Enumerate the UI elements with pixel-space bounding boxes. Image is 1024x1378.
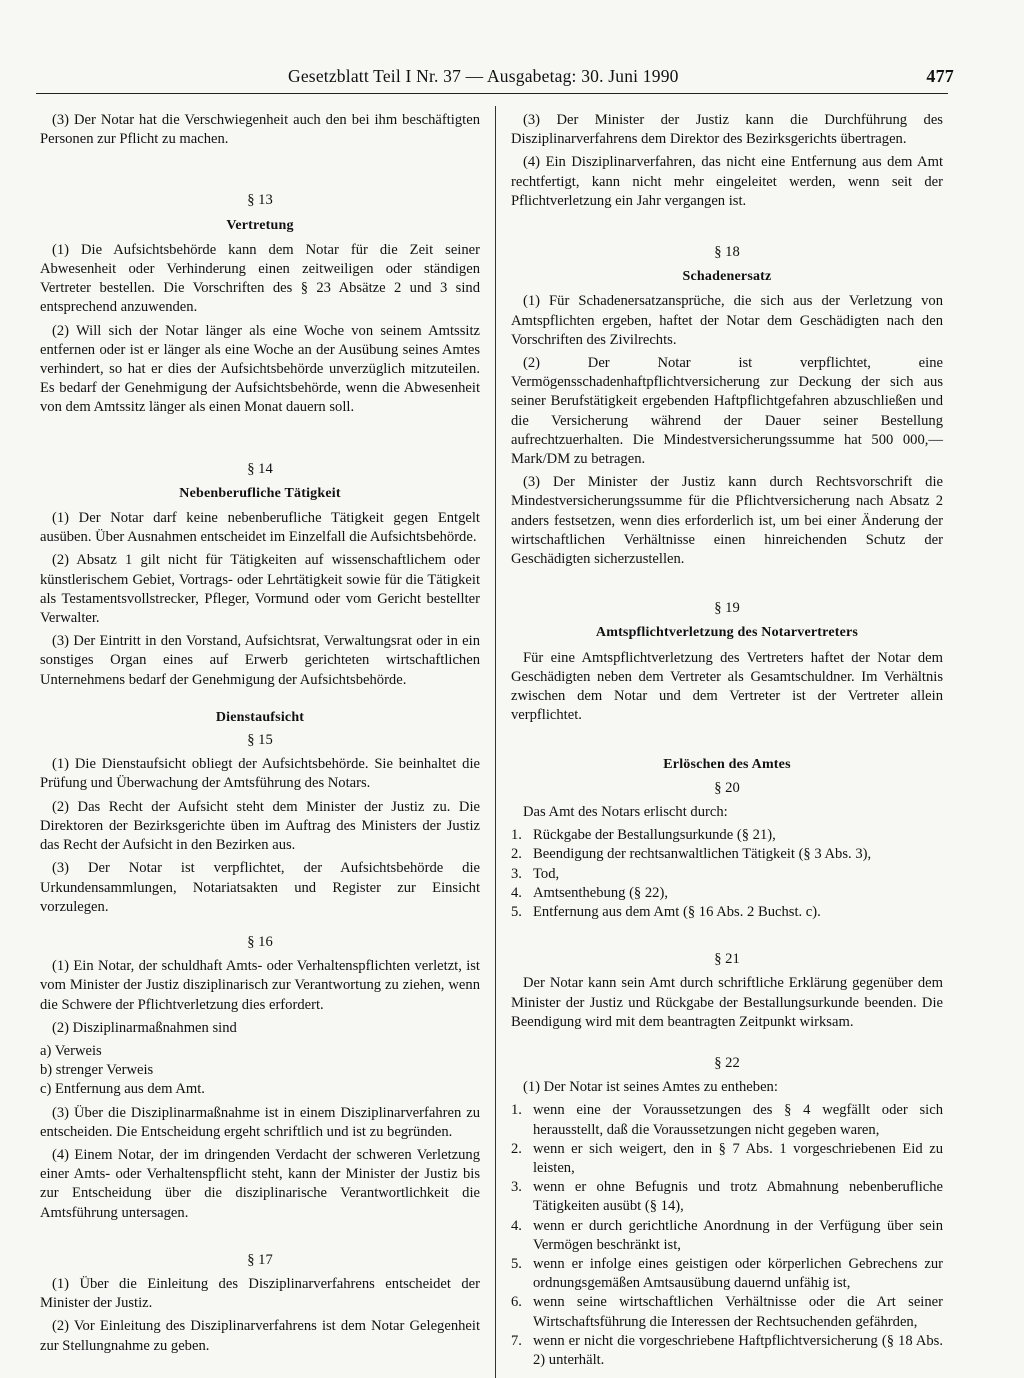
section-sign-18: § 18 — [714, 244, 740, 261]
item-text: Entfernung aus dem Amt (§ 16 Abs. 2 Buchst. c). — [533, 903, 821, 920]
item-number: 3. — [511, 1179, 522, 1196]
section-sign-15: § 15 — [247, 732, 273, 749]
item-number: 5. — [511, 1255, 522, 1272]
section-sign-13: § 13 — [247, 192, 273, 209]
paragraph: (2) Vor Einleitung des Disziplinarverfahrens ist dem Notar Gelegenheit zur Stellungnahme zu geben. — [40, 1318, 480, 1354]
paragraph: (2) Das Recht der Aufsicht steht dem Minister der Justiz zu. Die Direktoren der Bezirksgerichte üben im Auftrag des Ministers der Justiz das Recht der Aufsicht in den Bezirken aus. — [40, 798, 480, 854]
item-text: wenn er infolge eines geistigen oder körperlichen Gebrechens zur ordnungsgemäßen Amtsausübung dauernd unfähig ist, — [533, 1255, 943, 1292]
item-number: 4. — [511, 884, 522, 901]
paragraph: (3) Der Notar hat die Verschwiegenheit auch den bei ihm beschäftigten Personen zur Pflicht zu machen. — [40, 112, 480, 148]
item-number: 2. — [511, 846, 522, 863]
list-item — [511, 865, 943, 884]
item-text: Beendigung der rechtsanwaltlichen Tätigkeit (§ 3 Abs. 3), — [533, 846, 872, 863]
item-number: 5. — [511, 903, 522, 920]
termination-list — [511, 826, 943, 922]
column-divider — [495, 106, 496, 1378]
part-heading-dienstaufsicht: Dienstaufsicht — [215, 709, 305, 725]
page-number: 477 — [926, 66, 954, 86]
item-number: 3. — [511, 865, 522, 882]
list-item — [511, 903, 943, 922]
item-text: wenn seine wirtschaftlichen Verhältnisse oder die Art seiner Wirtschaftsführung die Interessen der Rechtsuchenden gefährden, — [533, 1294, 943, 1330]
paragraph: (2) Will sich der Notar länger als eine Woche von seinem Amtssitz entfernen oder ist er länger als eine Woche an der Ausübung seines Amtes verhindert, so hat er dies der Aufsichtsbehörde unverzüglich mitzuteilen. Es bedarf der Genehmigung der Aufsichtsbehörde, wenn die Abwesenheit von dem Amtssitz länger als einen Monat dauern soll. — [40, 322, 480, 416]
page-header — [18, 66, 954, 87]
right-column — [511, 111, 943, 1374]
item-text: wenn er sich weigert, den in § 7 Abs. 1 vorgeschriebenen Eid zu leisten, — [533, 1140, 943, 1176]
list-item — [511, 1217, 943, 1255]
item-text: wenn er nicht die vorgeschriebene Haftpflichtversicherung (§ 18 Abs. 2) unterhält. — [533, 1332, 943, 1368]
paragraph: (3) Der Minister der Justiz kann die Durchführung des Disziplinarverfahrens dem Direktor des Bezirksgerichts übertragen. — [511, 112, 943, 148]
section-sign-19: § 19 — [714, 600, 740, 617]
list-item: a) Verweis — [40, 1042, 102, 1059]
left-column — [40, 111, 480, 1360]
list-item — [511, 1293, 943, 1331]
item-number: 6. — [511, 1294, 522, 1311]
list-item — [511, 826, 943, 845]
section-sign-14: § 14 — [247, 460, 273, 477]
removal-grounds-list — [511, 1101, 943, 1370]
list-item — [511, 1178, 943, 1216]
list-item — [511, 1101, 943, 1139]
paragraph: Für eine Amtspflichtverletzung des Vertreters haftet der Notar dem Geschädigten neben dem Vertreter als Gesamtschuldner. Im Verhältnis zwischen dem Notar und dem Vertreter ist der Vertreter allein verpflichtet. — [511, 649, 943, 724]
list-item — [511, 884, 943, 903]
section-sign-16: § 16 — [247, 933, 273, 950]
item-number: 1. — [511, 827, 522, 844]
list-item — [511, 1332, 943, 1370]
part-heading-erloeschen: Erlöschen des Amtes — [663, 757, 791, 773]
section-heading: Amtspflichtverletzung des Notarvertreters — [595, 625, 859, 641]
section-heading: Schadenersatz — [682, 269, 772, 285]
paragraph: (1) Über die Einleitung des Disziplinarverfahrens entscheidet der Minister der Justiz. — [40, 1275, 480, 1312]
paragraph: (2) Disziplinarmaßnahmen sind — [52, 1019, 237, 1036]
paragraph: (1) Der Notar darf keine nebenberufliche Tätigkeit gegen Entgelt ausüben. Über Ausnahmen entscheidet im Einzelfall die Aufsichtsbehörde. — [40, 510, 480, 546]
paragraph: Das Amt des Notars erlischt durch: — [523, 803, 728, 820]
item-text: wenn er ohne Befugnis und trotz Abmahnung nebenberufliche Tätigkeiten ausübt (§ 14), — [533, 1179, 943, 1215]
paragraph: Der Notar kann sein Amt durch schriftliche Erklärung gegenüber dem Minister der Justiz und Rückgabe der Bestallungsurkunde beenden. Die Beendigung wird mit dem beantragten Zeitpunkt wirksam. — [511, 975, 943, 1030]
list-item — [511, 1140, 943, 1178]
paragraph: (3) Der Minister der Justiz kann durch Rechtsvorschrift die Mindestversicherungssumme für die Pflichtversicherung nach Absatz 2 anders festsetzen, wenn dies erforderlich ist, um bei einer Änderung der wirtschaftlichen Verhältnisse einen hinreichenden Schutz der Geschädigten sicherzustellen. — [511, 474, 943, 568]
paragraph: (1) Die Dienstaufsicht obliegt der Aufsichtsbehörde. Sie beinhaltet die Prüfung und Überwachung der Amtsführung des Notars. — [40, 756, 480, 792]
section-sign-17: § 17 — [247, 1251, 273, 1268]
item-text: Tod, — [533, 865, 560, 882]
item-text: Rückgabe der Bestallungsurkunde (§ 21), — [533, 827, 776, 844]
item-number: 2. — [511, 1140, 522, 1157]
item-number: 4. — [511, 1217, 522, 1234]
section-sign-22: § 22 — [714, 1054, 740, 1071]
list-item: b) strenger Verweis — [40, 1062, 154, 1079]
paragraph: (4) Einem Notar, der im dringenden Verdacht der schweren Verletzung einer Amts- oder Verhaltenspflicht steht, kann der Minister der Justiz bis zur Entscheidung über die disziplinarische Verantwortlichkeit die Amtsführung untersagen. — [40, 1146, 480, 1221]
header-rule — [36, 93, 948, 94]
item-text: Amtsenthebung (§ 22), — [533, 884, 668, 901]
paragraph: (1) Der Notar ist seines Amtes zu entheben: — [523, 1079, 778, 1096]
section-heading: Nebenberufliche Tätigkeit — [179, 485, 341, 501]
list-item — [511, 1255, 943, 1293]
item-number: 1. — [511, 1102, 522, 1119]
list-item: c) Entfernung aus dem Amt. — [40, 1081, 205, 1098]
paragraph: (3) Der Notar ist verpflichtet, der Aufsichtsbehörde die Urkundensammlungen, Notariatsakten und Register zur Einsicht vorzulegen. — [40, 860, 480, 915]
paragraph: (3) Über die Disziplinarmaßnahme ist in einem Disziplinarverfahren zu entscheiden. Die Entscheidung ergeht schriftlich und ist zu begründen. — [40, 1104, 480, 1140]
section-heading: Vertretung — [226, 217, 294, 233]
item-number: 7. — [511, 1332, 522, 1349]
section-sign-20: § 20 — [714, 779, 740, 796]
paragraph: (2) Absatz 1 gilt nicht für Tätigkeiten auf wissenschaftlichem oder künstlerischem Gebiet, Vortrags- oder Lehrtätigkeit sowie für die Tätigkeit als Testamentsvollstrecker, Pfleger, Vormund oder vom Gericht bestellter Verwalter. — [40, 552, 480, 627]
paragraph: (1) Die Aufsichtsbehörde kann dem Notar für die Zeit seiner Abwesenheit oder Verhinderung einen zeitweiligen oder ständigen Vertreter bestellen. Die Vorschriften des § 23 Absätze 2 und 3 sind entsprechend anzuwenden. — [40, 241, 480, 316]
measures-list — [40, 1042, 480, 1100]
paragraph: (4) Ein Disziplinarverfahren, das nicht eine Entfernung aus dem Amt rechtfertigt, kann nicht mehr eingeleitet werden, wenn seit der Pflichtverletzung ein Jahr vergangen ist. — [511, 154, 943, 209]
paragraph: (2) Der Notar ist verpflichtet, eine Vermögensschadenhaftpflichtversicherung zur Deckung der sich aus seiner Berufstätigkeit ergebenden Haftpflichtgefahren abzuschließen und die Versicherung während der Dauer seiner Bestellung aufrechtzuerhalten. Die Mindestversicherungssumme hat 500 000,— Mark/DM zu betragen. — [511, 355, 943, 468]
section-sign-21: § 21 — [714, 951, 740, 968]
paragraph: (3) Der Eintritt in den Vorstand, Aufsichtsrat, Verwaltungsrat oder in ein sonstiges Organ eines auf Erwerb gerichteten wirtschaftlichen Unternehmens bedarf der Genehmigung der Aufsichtsbehörde. — [40, 633, 480, 688]
gazette-title: Gesetzblatt Teil I Nr. 37 — Ausgabetag: 30. Juni 1990 — [288, 66, 679, 86]
paragraph: (1) Für Schadenersatzansprüche, die sich aus der Verletzung von Amtspflichten ergeben, haftet der Notar dem Geschädigten nach den Vorschriften des Zivilrechts. — [511, 293, 943, 348]
paragraph: (1) Ein Notar, der schuldhaft Amts- oder Verhaltenspflichten verletzt, ist vom Minister der Justiz disziplinarisch zur Verantwortung zu ziehen, wenn die Schwere der Pflichtverletzung dies erfordert. — [40, 958, 480, 1013]
list-item — [511, 845, 943, 864]
item-text: wenn er durch gerichtliche Anordnung in der Verfügung über sein Vermögen beschränkt ist, — [533, 1217, 943, 1253]
item-text: wenn eine der Voraussetzungen des § 4 wegfällt oder sich herausstellt, daß die Voraussetzungen nicht gegeben waren, — [533, 1102, 943, 1138]
